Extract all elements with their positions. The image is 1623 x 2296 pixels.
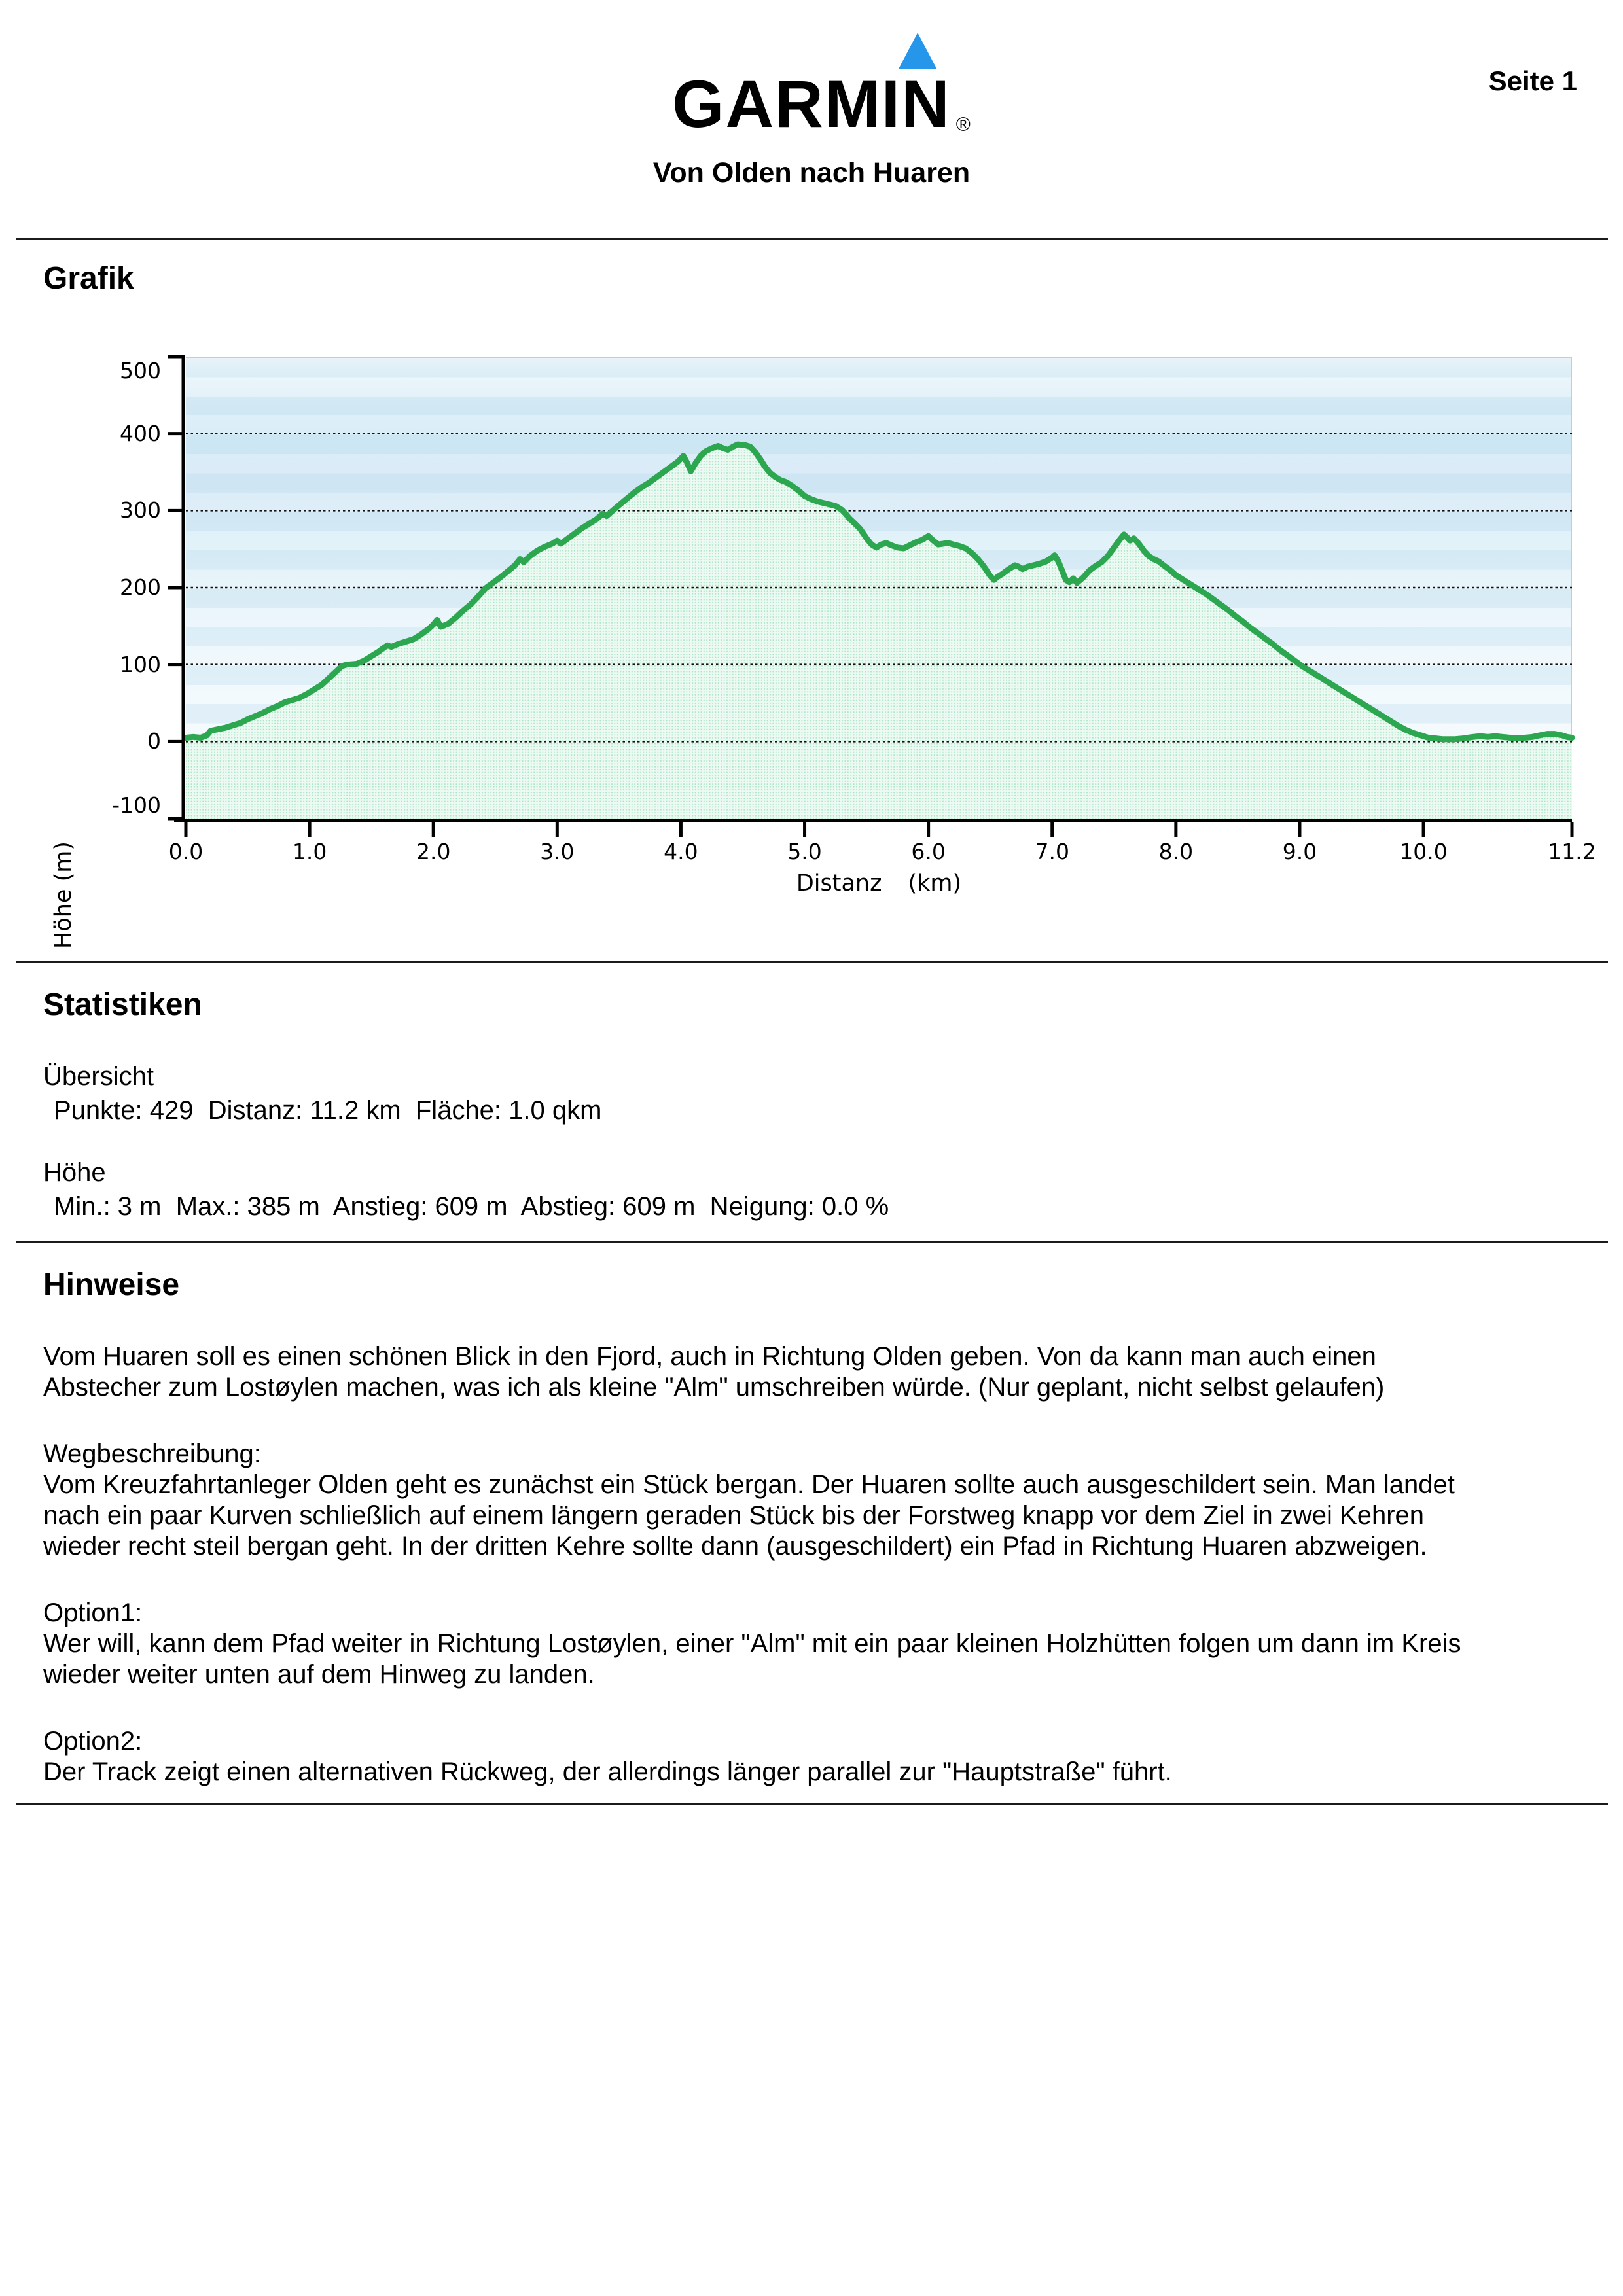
x-axis-label-row bbox=[186, 870, 1572, 896]
x-axis-unit: (km) bbox=[908, 870, 962, 896]
page-number: Seite 1 bbox=[1488, 65, 1577, 96]
x-tick-label: 2.0 bbox=[416, 839, 451, 864]
x-tick-label: 4.0 bbox=[664, 839, 698, 864]
hinweise-label: Wegbeschreibung: bbox=[43, 1439, 261, 1468]
stat-group bbox=[43, 1157, 1575, 1222]
hinweise-line: Der Track zeigt einen alternativen Rückweg, der allerdings länger parallel zur "Hauptstraße" führt. bbox=[43, 1757, 1172, 1786]
stat-group bbox=[43, 1061, 1575, 1126]
x-tick-label: 9.0 bbox=[1282, 839, 1317, 864]
divider bbox=[16, 1241, 1608, 1243]
x-tick-label: 6.0 bbox=[911, 839, 946, 864]
hinweise-block bbox=[43, 1439, 1588, 1562]
x-tick-label: 0.0 bbox=[168, 839, 204, 864]
x-axis-label: Distanz bbox=[796, 870, 882, 896]
stat-group-label: Übersicht bbox=[43, 1062, 154, 1091]
x-tick-label: 7.0 bbox=[1035, 839, 1069, 864]
hinweise-label: Option2: bbox=[43, 1727, 143, 1756]
y-tick-label: 400 bbox=[120, 420, 161, 446]
statistics-body bbox=[43, 1061, 1575, 1254]
x-tick-label: 8.0 bbox=[1158, 839, 1194, 864]
hinweise-line: Wer will, kann dem Pfad weiter in Richtung Lostøylen, einer "Alm" mit ein paar kleinen Holzhütten folgen um dann im Kreis bbox=[43, 1629, 1461, 1658]
y-tick-label: 300 bbox=[120, 497, 161, 523]
hinweise-label: Option1: bbox=[43, 1598, 143, 1627]
hinweise-line: wieder recht steil bergan geht. In der dritten Kehre sollte dann (ausgeschildert) ein Pfad in Richtung Huaren abzweigen. bbox=[43, 1532, 1427, 1561]
divider bbox=[16, 1803, 1608, 1805]
y-tick-label: 0 bbox=[147, 728, 161, 754]
y-tick-label: 500 bbox=[120, 358, 161, 383]
hinweise-line: Abstecher zum Lostøylen machen, was ich als kleine "Alm" umschreiben würde. (Nur geplant, nicht selbst gelaufen) bbox=[43, 1373, 1385, 1402]
garmin-logo bbox=[672, 67, 971, 141]
garmin-logo-text: GARMIN bbox=[672, 67, 951, 141]
y-tick-label: 200 bbox=[120, 574, 161, 600]
y-tick-label: 100 bbox=[120, 651, 161, 677]
stat-group-label: Höhe bbox=[43, 1158, 106, 1187]
hinweise-line: wieder weiter unten auf dem Hinweg zu landen. bbox=[43, 1660, 595, 1689]
document-title: Von Olden nach Huaren bbox=[652, 157, 971, 188]
hinweise-line: Vom Huaren soll es einen schönen Blick in den Fjord, auch in Richtung Olden geben. Von da kann man auch einen bbox=[43, 1342, 1376, 1371]
x-tick-label: 5.0 bbox=[787, 839, 822, 864]
y-axis-label: Höhe (m) bbox=[50, 841, 77, 949]
stat-group-line: Min.: 3 m Max.: 385 m Anstieg: 609 m Abstieg: 609 m Neigung: 0.0 % bbox=[54, 1192, 889, 1221]
garmin-triangle-icon bbox=[899, 33, 936, 69]
elevation-chart bbox=[0, 308, 1623, 949]
x-tick-label: 10.0 bbox=[1399, 839, 1448, 864]
hinweise-body bbox=[43, 1341, 1588, 1824]
stat-group-line: Punkte: 429 Distanz: 11.2 km Fläche: 1.0 qkm bbox=[54, 1096, 602, 1125]
hinweise-block bbox=[43, 1726, 1588, 1788]
hinweise-block bbox=[43, 1598, 1588, 1690]
hinweise-block bbox=[43, 1341, 1588, 1403]
hinweise-line: Vom Kreuzfahrtanleger Olden geht es zunächst ein Stück bergan. Der Huaren sollte auch ausgeschildert sein. Man landet bbox=[43, 1470, 1455, 1499]
registered-trademark-icon: ® bbox=[955, 114, 971, 135]
section-statistiken-heading: Statistiken bbox=[43, 987, 202, 1022]
y-tick-label: -100 bbox=[112, 792, 161, 818]
x-tick-label: 1.0 bbox=[292, 839, 327, 864]
x-tick-label: 3.0 bbox=[540, 839, 575, 864]
divider bbox=[16, 238, 1608, 240]
section-hinweise-heading: Hinweise bbox=[43, 1267, 180, 1302]
x-tick-label: 11.2 bbox=[1548, 839, 1596, 864]
hinweise-line: nach ein paar Kurven schließlich auf einem längern geraden Stück bis der Forstweg knapp vor dem Ziel in zwei Kehren bbox=[43, 1501, 1424, 1530]
section-grafik-heading: Grafik bbox=[43, 261, 134, 296]
divider bbox=[16, 961, 1608, 963]
